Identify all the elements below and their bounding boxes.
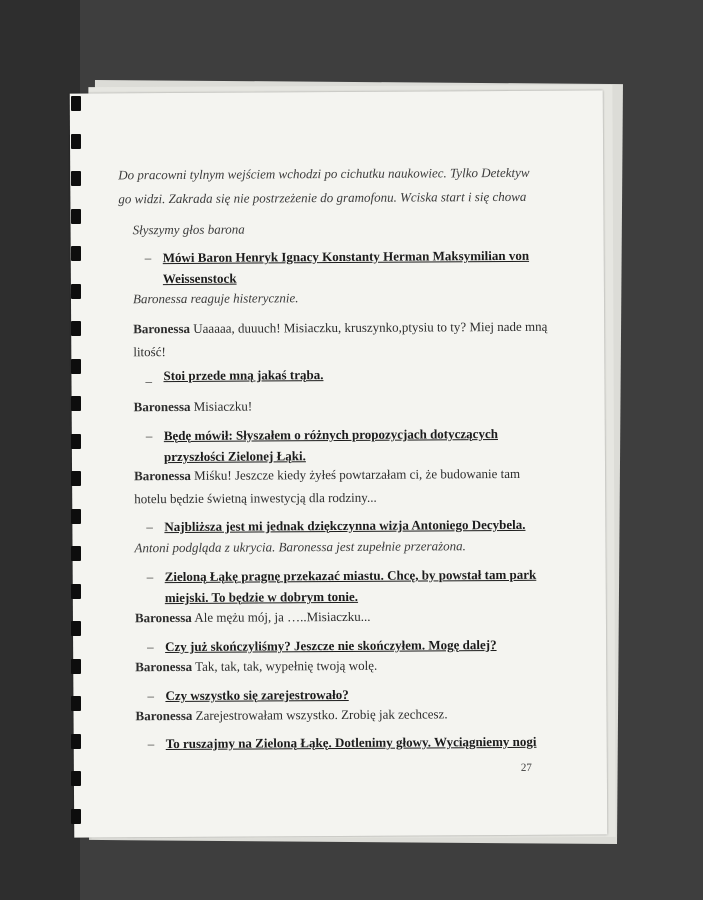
- binding-hole: [71, 809, 81, 824]
- dialogue-text: Zarejestrowałam wszystko. Zrobię jak zechcesz.: [192, 706, 448, 723]
- baron-line: Mówi Baron Henryk Ignacy Konstanty Herman Maksymilian von: [162, 247, 530, 266]
- baron-line: miejski. To będzie w dobrym tonie.: [164, 588, 359, 606]
- stage-direction: Antoni podgląda z ukrycia. Baronessa jest zupełnie przerażona.: [134, 538, 466, 556]
- dialogue-line: [133, 319, 547, 337]
- page-number: 27: [520, 761, 532, 774]
- dialogue-dash: –: [146, 519, 153, 535]
- baron-line: To ruszajmy na Zieloną Łąkę. Dotlenimy głowy. Wyciągniemy nogi: [165, 733, 537, 752]
- binding-hole: [71, 396, 81, 411]
- binding-hole: [71, 96, 81, 111]
- stage-direction: Do pracowni tylnym wejściem wchodzi po cichutku naukowiec. Tylko Detektyw: [118, 164, 530, 183]
- dialogue-text: Ale mężu mój, ja …..Misiaczku...: [191, 608, 371, 625]
- binding-hole: [71, 359, 81, 374]
- binding-hole: [71, 734, 81, 749]
- dialogue-dash: –: [147, 639, 154, 655]
- binding-hole: [71, 696, 81, 711]
- document-page: [70, 90, 608, 837]
- dialogue-dash: –: [145, 428, 153, 444]
- binding-hole: [71, 621, 81, 636]
- binding-hole: [71, 134, 81, 149]
- binding-hole: [71, 171, 81, 186]
- speaker-name: Baronessa: [135, 658, 193, 675]
- dialogue-dash: –: [147, 688, 154, 704]
- binding-hole: [71, 209, 81, 224]
- binding-hole: [71, 434, 81, 449]
- baron-line: Weissenstock: [162, 270, 237, 287]
- binding-hole: [71, 471, 81, 486]
- baron-line: Zieloną Łąkę pragnę przekazać miastu. Chcę, by powstał tam park: [164, 566, 537, 585]
- dialogue-line: [135, 609, 371, 625]
- dialogue-line: [134, 399, 253, 415]
- dialogue-line: [134, 466, 520, 483]
- stage-direction: Baronessa reaguje histerycznie.: [132, 290, 299, 307]
- stage-direction: go widzi. Zakrada się nie postrzeżenie do gramofonu. Wciska start i się chowa: [118, 188, 527, 207]
- baron-line: Będę mówił: Słyszałem o różnych propozycjach dotyczących: [163, 426, 498, 444]
- baron-line: Czy już skończyliśmy? Jeszcze nie skończyłem. Mogę dalej?: [165, 637, 497, 655]
- speaker-name: Baronessa: [134, 609, 192, 626]
- dialogue-dash: _: [145, 369, 153, 385]
- binding-hole: [71, 321, 81, 336]
- speaker-name: Baronessa: [134, 467, 191, 484]
- dialogue-dash: –: [146, 569, 154, 585]
- baron-line: Najbliższa jest mi jednak dziękczynna wizja Antoniego Decybela.: [164, 516, 526, 535]
- binding-holes: [71, 96, 81, 832]
- dialogue-text: Tak, tak, tak, wypełnię twoją wolę.: [192, 657, 378, 674]
- binding-hole: [71, 284, 81, 299]
- stage-direction: Słyszymy głos barona: [132, 221, 245, 238]
- speaker-name: Baronessa: [135, 707, 193, 724]
- dialogue-dash: –: [147, 736, 155, 752]
- binding-hole: [71, 584, 81, 599]
- dialogue-text: hotelu będzie świetną inwestycją dla rodziny...: [134, 489, 377, 507]
- binding-hole: [71, 509, 81, 524]
- dialogue-dash: –: [144, 250, 152, 266]
- dialogue-line: [135, 658, 377, 674]
- scanner-background: [0, 0, 80, 900]
- binding-hole: [71, 771, 81, 786]
- dialogue-text: Misiaczku!: [190, 398, 253, 414]
- binding-hole: [71, 246, 81, 261]
- speaker-name: Baronessa: [133, 320, 191, 337]
- baron-line: Czy wszystko się zarejestrowało?: [165, 686, 349, 704]
- dialogue-text: Miśku! Jeszcze kiedy żyłeś powtarzałam ci, że budowanie tam: [190, 465, 521, 483]
- binding-hole: [71, 546, 81, 561]
- dialogue-line: [135, 706, 447, 723]
- dialogue-text: litość!: [133, 344, 166, 360]
- speaker-name: Baronessa: [133, 398, 191, 415]
- baron-line: przyszłości Zielonej Łąki.: [163, 448, 306, 465]
- dialogue-text: Uaaaaa, duuuch! Misiaczku, kruszynko,ptysiu to ty? Miej nade mną: [189, 318, 548, 336]
- baron-line: Stoi przede mną jakaś trąba.: [163, 367, 324, 384]
- binding-hole: [71, 659, 81, 674]
